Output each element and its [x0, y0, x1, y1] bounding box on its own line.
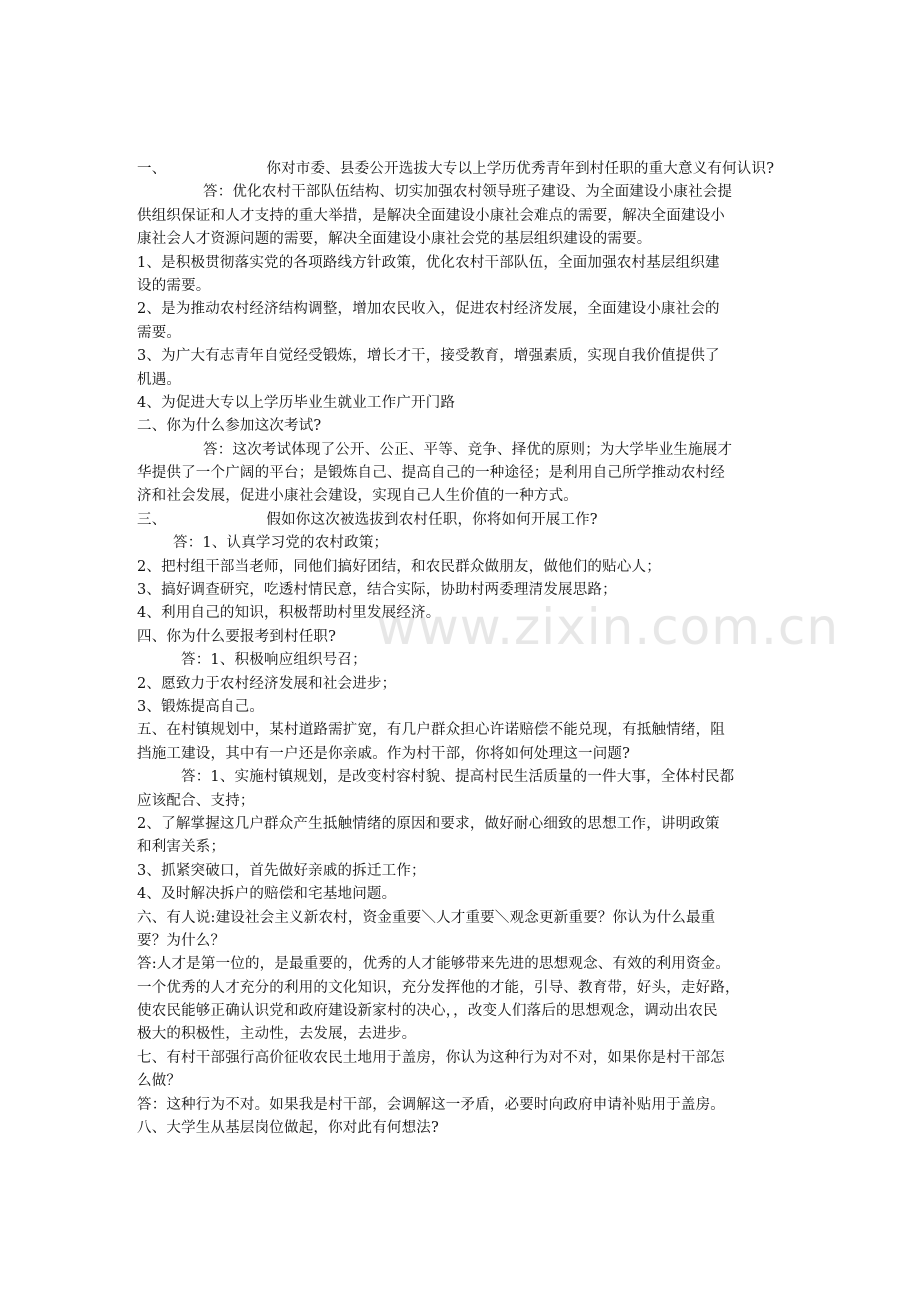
list-item: 2、是为推动农村经济结构调整，增加农民收入，促进农村经济发展，全面建设小康社会的 — [137, 301, 720, 318]
list-item: 2、愿致力于农村经济发展和社会进步； — [137, 675, 397, 692]
document-body — [137, 158, 787, 1140]
list-item: 4、及时解决拆户的赔偿和宅基地问题。 — [137, 886, 397, 903]
question-7-cont: 么做？ — [137, 1073, 182, 1090]
answer-line: 答：1、实施村镇规划，是改变村容村貌、提高村民生活质量的一件大事，全体村民都 — [181, 769, 735, 786]
question-3 — [137, 509, 787, 532]
list-item: 3、搞好调查研究，吃透村情民意，结合实际，协助村两委理清发展思路； — [137, 582, 617, 599]
question-7: 七、有村干部强行高价征收农民土地用于盖房，你认为这种行为对不对，如果你是村干部怎 — [137, 1049, 725, 1066]
question-2: 二、你为什么参加这次考试? — [137, 418, 322, 435]
answer-line: 一个优秀的人才充分的利用的文化知识，充分发挥他的才能，引导、教育带，好头，走好路， — [137, 979, 740, 996]
list-item: 2、把村组干部当老师，同他们搞好团结，和农民群众做朋友，做他们的贴心人； — [137, 558, 661, 575]
answer-line: 答：1、认真学习党的农村政策； — [173, 535, 389, 552]
answer-line: 答：优化农村干部队伍结构、切实加强农村领导班子建设、为全面建设小康社会提 — [203, 184, 733, 201]
list-item: 3、抓紧突破口，首先做好亲戚的拆迁工作； — [137, 862, 426, 879]
list-item: 和利害关系； — [137, 839, 226, 856]
question-6: 六、有人说:建设社会主义新农村，资金重要＼人才重要＼观念更新重要？你认为什么最重 — [137, 909, 716, 926]
question-number: 三、 — [137, 511, 167, 528]
list-item: 设的需要。 — [137, 277, 211, 294]
list-item: 3、为广大有志青年自觉经受锻炼，增长才干，接受教育，增强素质，实现自我价值提供了 — [137, 348, 720, 365]
list-item: 4、为促进大专以上学历毕业生就业工作广开门路 — [137, 394, 456, 411]
answer-line: 供组织保证和人才支持的重大举措，是解决全面建设小康社会难点的需要，解决全面建设小 — [137, 207, 725, 224]
list-item: 3、锻炼提高自己。 — [137, 698, 265, 715]
answer-line: 使农民能够正确认识党和政府建设新家村的决心，，改变人们落后的思想观念，调动出农民 — [137, 1003, 718, 1020]
question-text: 你对市委、县委公开选拔大专以上学历优秀青年到村任职的重大意义有何认识? — [266, 161, 775, 177]
question-5: 五、在村镇规划中，某村道路需扩宽，有几户群众担心许诺赔偿不能兑现，有抵触情绪，阻 — [137, 722, 725, 739]
question-6-cont: 要？为什么？ — [137, 932, 226, 949]
question-1 — [137, 158, 787, 181]
answer-line: 答：1、积极响应组织号召； — [181, 652, 367, 669]
answer-line: 答：这种行为不对。如果我是村干部，会调解这一矛盾，必要时向政府申请补贴用于盖房。 — [137, 1096, 725, 1113]
question-4: 四、你为什么要报考到村任职? — [137, 628, 337, 645]
list-item: 机遇。 — [137, 371, 182, 388]
list-item: 需要。 — [137, 324, 182, 341]
answer-line: 应该配合、支持； — [137, 792, 255, 809]
list-item: 1、是积极贯彻落实党的各项路线方针政策，优化农村干部队伍，全面加强农村基层组织建 — [137, 254, 720, 271]
question-number: 一、 — [137, 161, 167, 177]
answer-line: 华提供了一个广阔的平台；是锻炼自己、提高自己的一种途径；是利用自己所学推动农村经 — [137, 465, 725, 482]
answer-line: 康社会人才资源问题的需要，解决全面建设小康社会党的基层组织建设的需要。 — [137, 231, 652, 248]
list-item: 2、了解掌握这几户群众产生抵触情绪的原因和要求，做好耐心细致的思想工作，讲明政策 — [137, 815, 720, 832]
question-text: 假如你这次被选拔到农村任职，你将如何开展工作? — [266, 511, 598, 528]
answer-line: 答：这次考试体现了公开、公正、平等、竞争、择优的原则；为大学毕业生施展才 — [203, 441, 733, 458]
answer-line: 济和社会发展，促进小康社会建设，实现自己人生价值的一种方式。 — [137, 488, 578, 505]
answer-line: 极大的积极性，主动性，去发展，去进步。 — [137, 1026, 417, 1043]
question-5-cont: 挡施工建设，其中有一户还是你亲戚。作为村干部，你将如何处理这一问题? — [137, 745, 631, 762]
question-8: 八、大学生从基层岗位做起，你对此有何想法? — [137, 1120, 439, 1137]
watermark: www.zixin.com.cn — [376, 598, 840, 656]
list-item: 4、利用自己的知识，积极帮助村里发展经济。 — [137, 605, 441, 622]
answer-line: 答:人才是第一位的，是最重要的，优秀的人才能够带来先进的思想观念、有效的利用资金。 — [137, 956, 731, 973]
